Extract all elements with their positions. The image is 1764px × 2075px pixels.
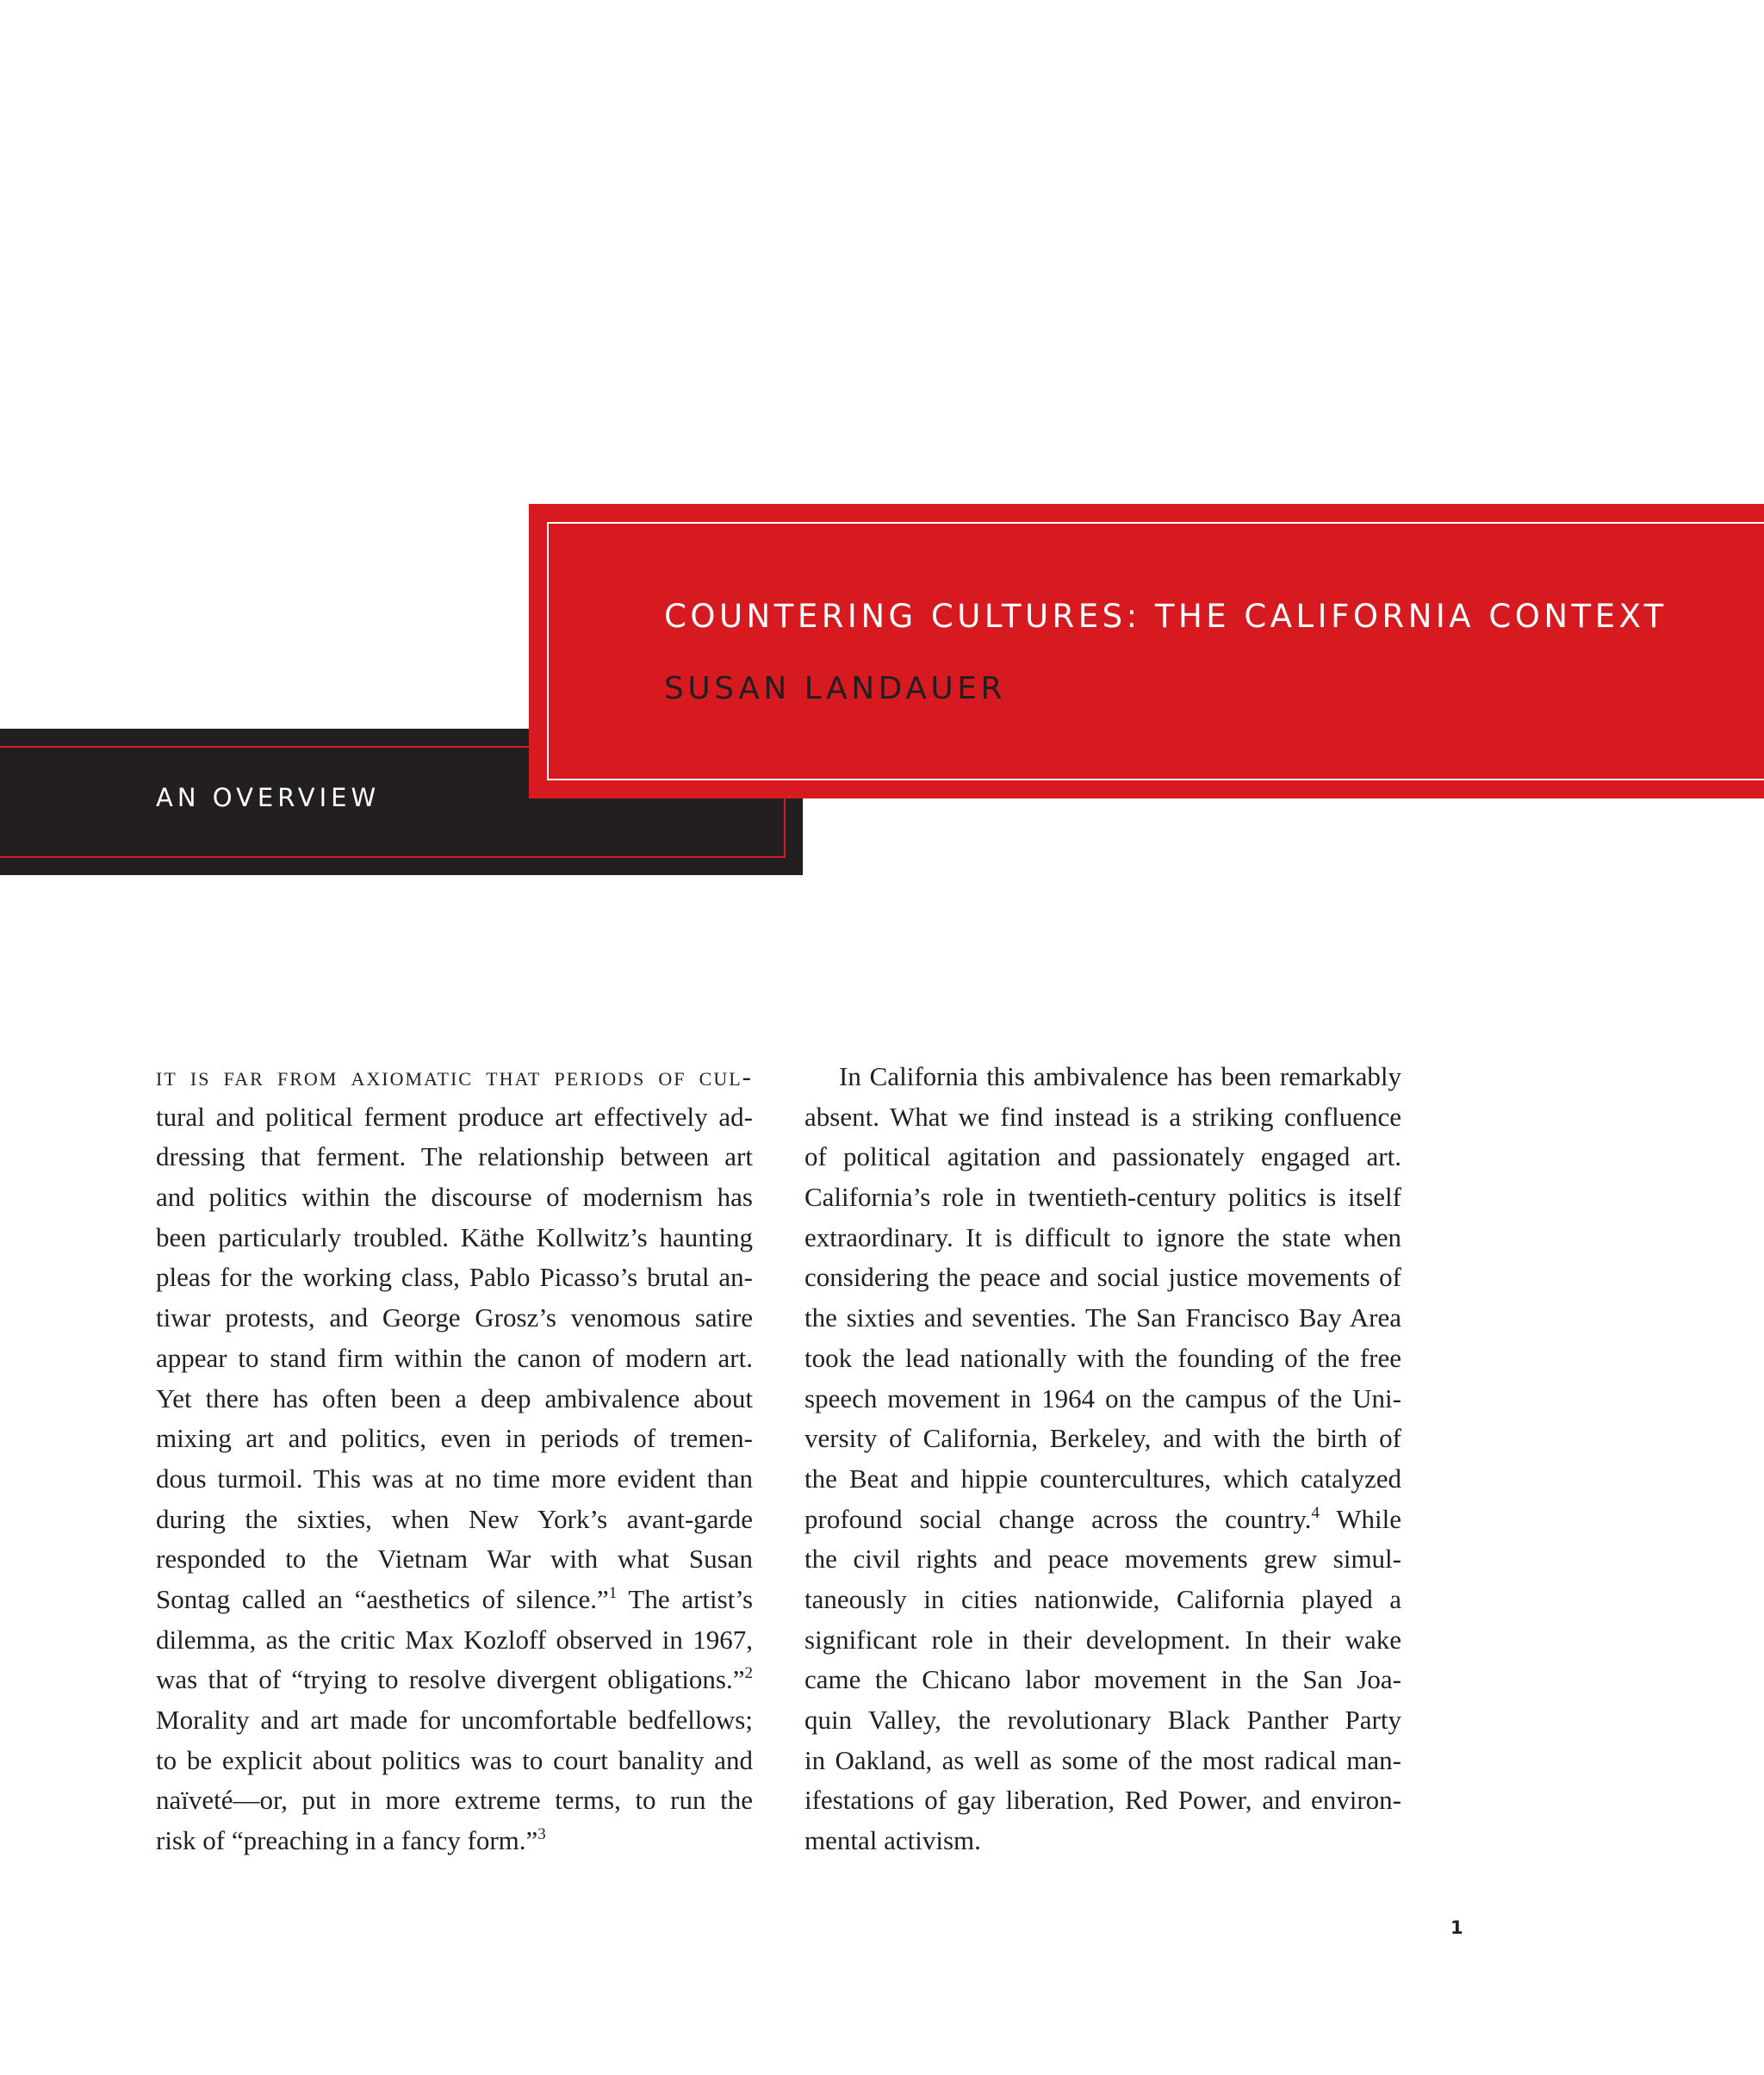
text-line: versity of California, Berkeley, and with the birth of xyxy=(804,1423,1401,1454)
lead-in-small-caps: it is far from axiomatic that periods of cul- xyxy=(156,1061,753,1091)
footnote-ref-1: 1 xyxy=(608,1583,618,1602)
title-block xyxy=(529,504,1764,798)
text-line: dous turmoil. This was at no time more evident than xyxy=(156,1463,753,1494)
text-line xyxy=(156,1660,753,1700)
text-segment: Sontag called an “aesthetics of silence.” xyxy=(156,1583,609,1614)
text-line: speech movement in 1964 on the campus of the Uni- xyxy=(804,1382,1401,1413)
text-line: of political agitation and passionately engaged art. xyxy=(804,1141,1401,1172)
text-line: taneously in cities nationwide, California played a xyxy=(804,1583,1401,1614)
text-segment: The artist’s xyxy=(617,1583,754,1614)
text-line: and politics within the discourse of modernism has xyxy=(156,1182,753,1213)
text-line: absent. What we find instead is a striking confluence xyxy=(804,1101,1401,1132)
text-line: quin Valley, the revolutionary Black Panther Party xyxy=(804,1705,1401,1735)
text-line: responded to the Vietnam War with what Susan xyxy=(156,1544,753,1575)
text-line: the sixties and seventies. The San Francisco Bay Area xyxy=(804,1302,1401,1333)
text-line: mixing art and politics, even in periods of tremen- xyxy=(156,1423,753,1454)
text-line: in Oakland, as well as some of the most radical man- xyxy=(804,1744,1401,1775)
section-label: AN OVERVIEW xyxy=(156,783,381,812)
text-line: came the Chicano labor movement in the San Joa- xyxy=(804,1664,1401,1695)
text-line: the civil rights and peace movements grew simul- xyxy=(804,1544,1401,1575)
text-line: naïveté—or, put in more extreme terms, to run the xyxy=(156,1785,753,1816)
text-line: during the sixties, when New York’s avant-garde xyxy=(156,1503,753,1534)
text-line: pleas for the working class, Pablo Picasso’s brutal an- xyxy=(156,1262,753,1293)
page-number: 1 xyxy=(1450,1917,1463,1938)
text-line xyxy=(156,1580,753,1620)
text-line: tural and political ferment produce art effectively ad- xyxy=(156,1101,753,1132)
text-line: California’s role in twentieth-century politics is itself xyxy=(804,1182,1401,1213)
body-column-left xyxy=(156,1057,753,1861)
text-segment: risk of “preaching in a fancy form.” xyxy=(156,1825,538,1856)
text-line: dilemma, as the critic Max Kozloff observed in 1967, xyxy=(156,1624,753,1655)
text-line: Yet there has often been a deep ambivalence about xyxy=(156,1382,753,1413)
text-segment: While xyxy=(1320,1503,1401,1534)
title-block-rule xyxy=(547,522,1764,780)
text-line: Morality and art made for uncomfortable bedfellows; xyxy=(156,1705,753,1735)
text-segment: was that of “trying to resolve divergent obligations.” xyxy=(156,1664,745,1695)
text-line: took the lead nationally with the founding of the free xyxy=(804,1342,1401,1373)
text-line xyxy=(156,1821,753,1861)
text-line: tiwar protests, and George Grosz’s venomous satire xyxy=(156,1302,753,1333)
text-line: mental activism. xyxy=(804,1825,981,1856)
text-line: appear to stand firm within the canon of modern art. xyxy=(156,1342,753,1373)
text-line xyxy=(804,1500,1401,1540)
chapter-title: COUNTERING CULTURES: THE CALIFORNIA CONTEXT xyxy=(664,598,1668,635)
footnote-ref-4: 4 xyxy=(1311,1503,1320,1522)
footnote-ref-2: 2 xyxy=(744,1664,753,1683)
text-line: dressing that ferment. The relationship between art xyxy=(156,1141,753,1172)
footnote-ref-3: 3 xyxy=(537,1825,546,1844)
text-line: significant role in their development. In their wake xyxy=(804,1624,1401,1655)
text-line: the Beat and hippie countercultures, which catalyzed xyxy=(804,1463,1401,1494)
text-line: to be explicit about politics was to court banality and xyxy=(156,1744,753,1775)
text-line: considering the peace and social justice movements of xyxy=(804,1262,1401,1293)
text-line: ifestations of gay liberation, Red Power, and environ- xyxy=(804,1785,1401,1816)
text-segment: profound social change across the country. xyxy=(804,1503,1312,1534)
body-column-right xyxy=(804,1057,1401,1861)
author-name: SUSAN LANDAUER xyxy=(664,671,1006,706)
text-line: In California this ambivalence has been remarkably xyxy=(839,1061,1401,1091)
text-line xyxy=(156,1057,753,1097)
text-line: been particularly troubled. Käthe Kollwitz’s haunting xyxy=(156,1221,753,1252)
text-line: extraordinary. It is difficult to ignore the state when xyxy=(804,1221,1401,1252)
